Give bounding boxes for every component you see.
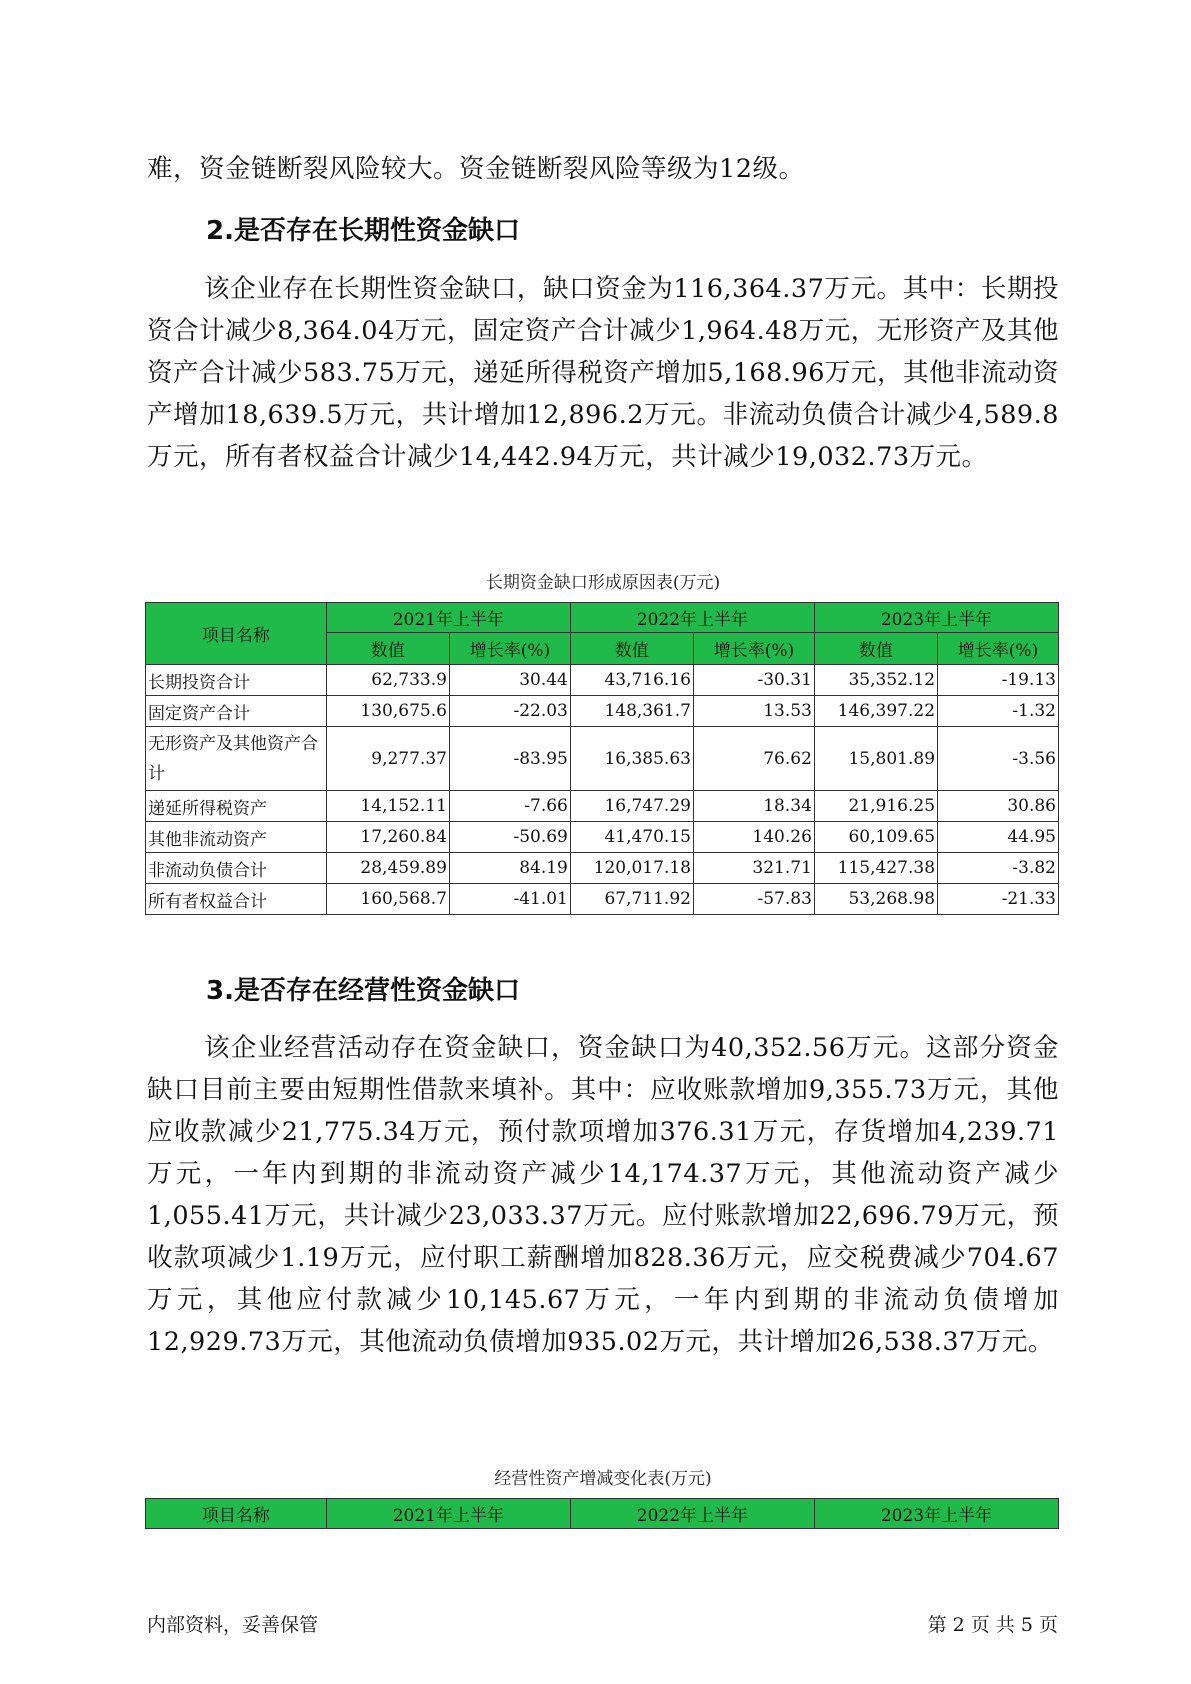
cell-growth: -3.56	[938, 727, 1059, 791]
col-header-period-2022: 2022年上半年	[570, 603, 814, 633]
table-row	[146, 696, 1059, 727]
cell-growth: 30.44	[449, 665, 570, 696]
row-name: 固定资产合计	[146, 696, 327, 727]
sub-header-value: 数值	[326, 633, 449, 665]
cell-growth: -3.82	[938, 853, 1059, 884]
cell-value: 21,916.25	[814, 791, 937, 822]
cell-value: 14,152.11	[326, 791, 449, 822]
operating-assets-table	[145, 1498, 1059, 1529]
col-header-period-2023: 2023年上半年	[814, 1499, 1058, 1529]
table-row	[146, 727, 1059, 791]
sub-header-value: 数值	[814, 633, 937, 665]
col-header-period-2023: 2023年上半年	[814, 603, 1058, 633]
row-name: 其他非流动资产	[146, 822, 327, 853]
col-header-period-2021: 2021年上半年	[326, 1499, 570, 1529]
sub-header-growth: 增长率(%)	[693, 633, 814, 665]
cell-growth: -19.13	[938, 665, 1059, 696]
cell-growth: -22.03	[449, 696, 570, 727]
cell-growth: -57.83	[693, 884, 814, 915]
sub-header-value: 数值	[570, 633, 693, 665]
cell-value: 16,385.63	[570, 727, 693, 791]
sub-header-growth: 增长率(%)	[449, 633, 570, 665]
section2-heading: 2.是否存在长期性资金缺口	[206, 216, 520, 246]
table1-caption: 长期资金缺口形成原因表(万元)	[485, 573, 721, 593]
footer-page-number: 第 2 页 共 5 页	[927, 1614, 1058, 1636]
row-name: 所有者权益合计	[146, 884, 327, 915]
cell-value: 67,711.92	[570, 884, 693, 915]
table-row	[146, 665, 1059, 696]
table2-caption: 经营性资产增减变化表(万元)	[494, 1469, 712, 1489]
cell-growth: 13.53	[693, 696, 814, 727]
cell-value: 160,568.7	[326, 884, 449, 915]
cell-value: 148,361.7	[570, 696, 693, 727]
cell-value: 17,260.84	[326, 822, 449, 853]
cell-value: 15,801.89	[814, 727, 937, 791]
section3-paragraph: 该企业经营活动存在资金缺口，资金缺口为40,352.56万元。这部分资金缺口目前主要由短期性借款来填补。其中：应收账款增加9,355.73万元，其他应收款减少21,775.34万元，预付款项增加376.31万元，存货增加4,239.71万元，一年内到期的非流动资产减少14,174.37万元，其他流动资产减少1,055.41万元，共计减少23,033.37万元。应付账款增加22,696.79万元，预收款项减少1.19万元，应付职工薪酬增加828.36万元，应交税费减少704.67万元，其他应付款减少10,145.67万元，一年内到期的非流动负债增加12,929.73万元，其他流动负债增加935.02万元，共计增加26,538.37万元。	[147, 1033, 1059, 1357]
col-header-period-2022: 2022年上半年	[570, 1499, 814, 1529]
col-header-name: 项目名称	[146, 1499, 327, 1529]
cell-growth: -30.31	[693, 665, 814, 696]
row-name: 递延所得税资产	[146, 791, 327, 822]
cell-value: 53,268.98	[814, 884, 937, 915]
cell-growth: -83.95	[449, 727, 570, 791]
cell-value: 120,017.18	[570, 853, 693, 884]
table-row	[146, 853, 1059, 884]
cell-growth: -7.66	[449, 791, 570, 822]
row-name: 无形资产及其他资产合计	[146, 727, 327, 791]
cell-growth: 140.26	[693, 822, 814, 853]
cell-growth: 76.62	[693, 727, 814, 791]
cell-value: 16,747.29	[570, 791, 693, 822]
cell-growth: -50.69	[449, 822, 570, 853]
cell-growth: 84.19	[449, 853, 570, 884]
top-paragraph: 难，资金链断裂风险较大。资金链断裂风险等级为12级。	[147, 154, 805, 184]
cell-value: 28,459.89	[326, 853, 449, 884]
cell-value: 60,109.65	[814, 822, 937, 853]
table-row	[146, 822, 1059, 853]
col-header-name: 项目名称	[146, 603, 327, 665]
cell-growth: 30.86	[938, 791, 1059, 822]
row-name: 非流动负债合计	[146, 853, 327, 884]
footer-confidential-note: 内部资料，妥善保管	[147, 1614, 319, 1636]
cell-value: 41,470.15	[570, 822, 693, 853]
cell-value: 9,277.37	[326, 727, 449, 791]
cell-value: 115,427.38	[814, 853, 937, 884]
cell-value: 146,397.22	[814, 696, 937, 727]
cell-value: 35,352.12	[814, 665, 937, 696]
table-row	[146, 791, 1059, 822]
cell-value: 130,675.6	[326, 696, 449, 727]
cell-growth: -21.33	[938, 884, 1059, 915]
cell-growth: -1.32	[938, 696, 1059, 727]
cell-growth: 18.34	[693, 791, 814, 822]
cell-growth: -41.01	[449, 884, 570, 915]
cell-growth: 44.95	[938, 822, 1059, 853]
cell-value: 62,733.9	[326, 665, 449, 696]
table-row	[146, 884, 1059, 915]
section2-paragraph: 该企业存在长期性资金缺口，缺口资金为116,364.37万元。其中：长期投资合计减少8,364.04万元，固定资产合计减少1,964.48万元，无形资产及其他资产合计减少583.75万元，递延所得税资产增加5,168.96万元，其他非流动资产增加18,639.5万元，共计增加12,896.2万元。非流动负债合计减少4,589.8万元，所有者权益合计减少14,442.94万元，共计减少19,032.73万元。	[147, 274, 1059, 472]
cell-growth: 321.71	[693, 853, 814, 884]
long-term-gap-table	[145, 602, 1059, 915]
section3-heading: 3.是否存在经营性资金缺口	[206, 976, 520, 1006]
row-name: 长期投资合计	[146, 665, 327, 696]
sub-header-growth: 增长率(%)	[938, 633, 1059, 665]
col-header-period-2021: 2021年上半年	[326, 603, 570, 633]
cell-value: 43,716.16	[570, 665, 693, 696]
